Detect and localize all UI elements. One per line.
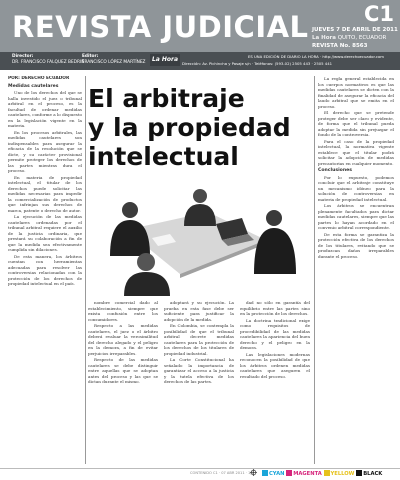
issue-date: JUEVES 7 DE ABRIL DE 2011 bbox=[312, 27, 398, 33]
center-paragraph: Respecto a las medidas cautelares, el juez o el árbitro deberá evaluar la verosimilitud del derecho alegado y el peligro en la demora, a fin de evitar perjuicios irreparables. bbox=[88, 323, 158, 356]
center-right-column bbox=[240, 300, 310, 464]
color-bar bbox=[262, 470, 382, 477]
section-code: C1 bbox=[363, 2, 394, 26]
editor-name: FRANCISCO LÓPEZ MARTÍNEZ bbox=[82, 59, 146, 65]
subhead-medidas-cautelares: Medidas cautelares bbox=[8, 83, 59, 89]
issue-number: REVISTA No. 8563 bbox=[312, 43, 368, 49]
footer-info: CONTENIDO C1 · 07 ABR 2011 · 1/2 bbox=[190, 471, 254, 475]
registration-target-icon bbox=[250, 469, 257, 476]
magenta-swatch bbox=[286, 470, 292, 476]
left-paragraph: En los procesos arbitrales, las medidas cautelares son indispensables para asegurar la eficacia de la resolución que se dicte, y su carácter provisional permite proteger los derechos de las partes mientras dura el proceso. bbox=[8, 129, 82, 173]
center-mid-column bbox=[164, 300, 234, 464]
center-paragraph: En Colombia, se contempla la posibilidad de que el tribunal arbitral decrete medidas cautelares para la protección de los derechos de los titulares de propiedad industrial. bbox=[164, 323, 234, 356]
left-paragraph: Uno de los derechos del que se halla investido el juez o tribunal arbitral en el proceso, es la facultad de ordenar medidas cautelares, conforme a lo dispuesto en la legislación vigente en la materia. bbox=[8, 90, 82, 128]
editor-credit bbox=[82, 54, 146, 65]
contact-line: Dirección: Av. Pichincha y Pasaje s/n · Teléfonos: (593-02) 2505 443 · 2505 441 bbox=[182, 61, 333, 66]
magenta-label: MAGENTA bbox=[293, 471, 322, 477]
director-name: DR. FRANCISCO FALQUEZ BEDRIÑ bbox=[12, 59, 85, 65]
black-label: BLACK bbox=[363, 471, 383, 477]
center-paragraph: Respecto de las medidas cautelares se debe distinguir entre aquellas que se adoptan antes del proceso y las que se dictan durante el mismo. bbox=[88, 357, 158, 384]
right-paragraph: La regla general establecida en los cuerpos normativos es que las medidas cautelares se dicten con la finalidad de asegurar la eficacia del laudo arbitral que se emita en el proceso. bbox=[318, 76, 394, 109]
publication-note: ES UNA EDICIÓN DE DIARIO LA HORA · http://www.derechoecuador.com bbox=[248, 54, 384, 59]
headline-line: El arbitraje bbox=[88, 84, 245, 113]
headline-line: y la propiedad bbox=[88, 113, 291, 142]
right-paragraph: Para el caso de la propiedad intelectual, la normativa vigente establece que el titular podrá solicitar la adopción de medidas precautorias en cualquier momento. bbox=[318, 138, 394, 166]
business-meeting-photo bbox=[88, 178, 310, 296]
byline: POR: DERECHO ECUADOR bbox=[8, 76, 70, 81]
yellow-swatch bbox=[324, 470, 330, 476]
headline bbox=[88, 84, 310, 171]
right-paragraph: Por lo expuesto, podemos concluir que el arbitraje constituye un mecanismo idóneo para la solución de controversias en materia de propiedad intelectual. bbox=[318, 174, 394, 202]
left-paragraph: La ejecución de las medidas cautelares ordenadas por el tribunal arbitral requiere el auxilio de la justicia ordinaria, que prestará su colaboración a fin de que la medida sea efectivamente cumplida sin dilaciones. bbox=[8, 214, 82, 252]
director-role: Director: bbox=[12, 54, 34, 59]
left-paragraph: En materia de propiedad intelectual, el titular de los derechos puede solicitar las medidas necesarias para impedir la comercialización de productos que infrinjan sus derechos de marca, patente o derecho de autor. bbox=[8, 174, 82, 213]
left-column bbox=[8, 76, 82, 464]
black-swatch bbox=[356, 470, 362, 476]
right-paragraph: De esta forma se garantiza la protección efectiva de los derechos de los titulares, evitando que se produzcan daños irreparables durante el proceso. bbox=[318, 231, 394, 259]
headline-line: intelectual bbox=[88, 142, 239, 171]
center-paragraph: nombre comercial dado al establecimiento, siempre que exista confusión entre los consumidores. bbox=[88, 300, 158, 322]
center-left-column bbox=[88, 300, 158, 464]
footer-rule bbox=[0, 468, 400, 469]
cyan-label: CYAN bbox=[269, 471, 285, 477]
yellow-label: YELLOW bbox=[330, 471, 355, 477]
subhead-conclusiones: Conclusiones bbox=[318, 168, 352, 173]
center-paragraph: La doctrina tradicional exige como requisitos de procedibilidad de las medidas cautelares la apariencia del buen derecho y el peligro en la demora. bbox=[240, 317, 310, 350]
center-paragraph: adoptará y su ejecución. La prueba en esta fase debe ser suficiente para justificar la adopción de la medida. bbox=[164, 300, 234, 322]
center-paragraph: Las legislaciones modernas reconocen la posibilidad de que los árbitros ordenen medidas cautelares que aseguren el resultado del proceso. bbox=[240, 351, 310, 379]
right-column bbox=[318, 76, 394, 464]
cyan-swatch bbox=[262, 470, 268, 476]
center-paragraph: La Corte Constitucional ha señalado la importancia de garantizar el acceso a la justicia y la tutela efectiva de los derechos de las partes. bbox=[164, 357, 234, 384]
city-line bbox=[312, 35, 386, 41]
left-paragraph: De esta manera, los árbitros cuentan con herramientas adecuadas para resolver las controversias relacionadas con la protección de los derechos de propiedad intelectual en el país. bbox=[8, 253, 82, 286]
right-paragraph: El derecho que se pretende proteger debe ser claro y evidente, de forma que el tribunal pueda adoptar la medida sin prejuzgar el fondo de la controversia. bbox=[318, 110, 394, 137]
brand-logo: La Hora bbox=[150, 54, 180, 66]
editor-role: Editor: bbox=[82, 54, 99, 59]
city: QUITO, ECUADOR bbox=[337, 35, 387, 41]
column-divider bbox=[85, 76, 86, 464]
publication-title: REVISTA JUDICIAL bbox=[12, 10, 309, 44]
right-paragraph: Los árbitros se encuentran plenamente facultados para dictar medidas cautelares, siempre que las partes lo hayan acordado en el convenio arbitral correspondiente. bbox=[318, 203, 394, 230]
city-prefix: La Hora bbox=[312, 35, 336, 41]
center-paragraph: dad no sólo en garantía del equilibrio entre las partes sino en la protección de los derechos. bbox=[240, 300, 310, 316]
column-divider bbox=[314, 76, 315, 464]
director-credit bbox=[12, 54, 84, 65]
